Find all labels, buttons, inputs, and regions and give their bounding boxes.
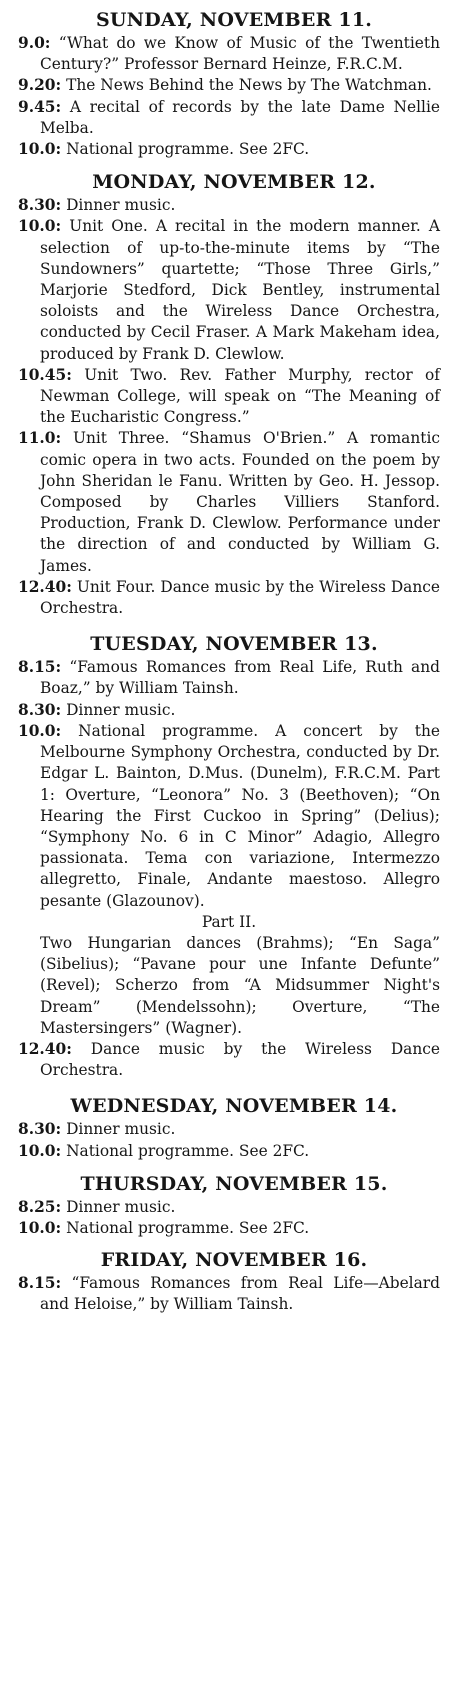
programme-entry bbox=[18, 1119, 440, 1140]
entry-text: National programme. See 2FC. bbox=[66, 1141, 310, 1160]
entry-time: 10.0: bbox=[18, 140, 62, 159]
entry-time: 11.0: bbox=[18, 429, 62, 448]
entry-time: 8.30: bbox=[18, 700, 62, 719]
day-section-thursday bbox=[18, 1172, 440, 1239]
entry-time: 8.15: bbox=[18, 1274, 62, 1293]
entry-text: “Famous Romances from Real Life—Abelard and Heloise,” by William Tainsh. bbox=[40, 1274, 440, 1314]
entry-text: “What do we Know of Music of the Twentieth Century?” Professor Bernard Heinze, F.R.C.M. bbox=[40, 34, 440, 74]
day-section-tuesday bbox=[18, 632, 440, 1081]
entry-text: Unit Two. Rev. Father Murphy, rector of Newman College, will speak on “The Meaning of the Eucharistic Congress.” bbox=[40, 365, 440, 427]
section-spacer bbox=[18, 160, 440, 170]
programme-entry bbox=[18, 700, 440, 721]
day-section-monday bbox=[18, 170, 440, 619]
programme-entry bbox=[18, 139, 440, 160]
programme-entry bbox=[18, 365, 440, 429]
programme-entry bbox=[18, 1141, 440, 1162]
entry-text: A recital of records by the late Dame Nellie Melba. bbox=[40, 97, 440, 137]
programme-entry bbox=[18, 1218, 440, 1239]
section-spacer bbox=[18, 1081, 440, 1094]
entry-text: Unit Three. “Shamus O'Brien.” A romantic comic opera in two acts. Founded on the poem by John Sheridan le Fanu. Written by Geo. H. Jessop. Composed by Charles Villiers Stanford. Production, Frank D. Clewlow. Performance under the direction of and conducted by William G. James. bbox=[40, 429, 440, 575]
entry-text: “Famous Romances from Real Life, Ruth and Boaz,” by William Tainsh. bbox=[40, 658, 440, 698]
entry-time: 8.30: bbox=[18, 196, 62, 215]
programme-entry bbox=[18, 195, 440, 216]
entry-text: Unit Four. Dance music by the Wireless Dance Orchestra. bbox=[40, 577, 440, 618]
entry-text: National programme. A concert by the Melbourne Symphony Orchestra, conducted by Dr. Edgar L. Bainton, D.Mus. (Dunelm), F.R.C.M. Part 1: Overture, “Leonora” No. 3 (Beethoven); “On Hearing the First Cuckoo in Spring” (Delius); “Symphony No. 6 in C Minor” Adagio, Allegro passionata. Tema con variazione, Intermezzo allegretto, Finale, Andante maestoso. Allegro pesante (Glazounov). bbox=[40, 721, 440, 910]
programme-entry bbox=[18, 428, 440, 576]
programme-entry bbox=[18, 97, 440, 139]
section-spacer bbox=[18, 1162, 440, 1172]
programme-entry bbox=[18, 216, 440, 364]
programme-entry bbox=[18, 33, 440, 75]
entry-time: 12.40: bbox=[18, 577, 72, 596]
entry-time: 8.15: bbox=[18, 658, 62, 677]
day-heading: FRIDAY, NOVEMBER 16. bbox=[100, 1249, 368, 1272]
programme-entry bbox=[18, 577, 440, 619]
entry-time: 9.0: bbox=[18, 34, 51, 52]
entry-time: 10.0: bbox=[18, 1218, 62, 1237]
programme-entry bbox=[18, 75, 440, 96]
entry-time: 10.0: bbox=[18, 721, 62, 740]
programme-entry bbox=[18, 1273, 440, 1315]
programme-entry bbox=[18, 1197, 440, 1218]
day-heading: SUNDAY, NOVEMBER 11. bbox=[95, 9, 373, 31]
entry-time: 8.30: bbox=[18, 1120, 62, 1139]
entry-time: 10.0: bbox=[18, 217, 62, 236]
programme-entry bbox=[18, 657, 440, 699]
entry-text: Dinner music. bbox=[66, 1120, 176, 1139]
section-spacer bbox=[18, 1239, 440, 1248]
entry-time: 9.20: bbox=[18, 76, 62, 95]
programme-entry bbox=[18, 1039, 440, 1081]
day-heading: TUESDAY, NOVEMBER 13. bbox=[90, 633, 378, 656]
entry-text: Dinner music. bbox=[66, 196, 176, 215]
part-two-subheading: Part II. bbox=[201, 912, 257, 931]
section-spacer bbox=[18, 619, 440, 632]
entry-text: Dinner music. bbox=[66, 700, 176, 719]
day-heading: WEDNESDAY, NOVEMBER 14. bbox=[70, 1095, 398, 1118]
day-heading: THURSDAY, NOVEMBER 15. bbox=[80, 1172, 388, 1195]
day-section-wednesday bbox=[18, 1094, 440, 1161]
entry-time: 10.0: bbox=[18, 1141, 62, 1160]
day-section-friday bbox=[18, 1248, 440, 1315]
entry-text: Unit One. A recital in the modern manner. A selection of up-to-the-minute items by “The Sundowners” quartette; “Those Three Girls,” Marjorie Stedford, Dick Bentley, instrumental soloists and the Wireless Dance Orchestra, conducted by Cecil Fraser. A Mark Makeham idea, produced by Frank D. Clewlow. bbox=[40, 217, 440, 363]
entry-time: 12.40: bbox=[18, 1039, 72, 1058]
entry-time: 8.25: bbox=[18, 1197, 62, 1216]
entry-text: National programme. See 2FC. bbox=[66, 1218, 310, 1237]
day-heading: MONDAY, NOVEMBER 12. bbox=[92, 171, 376, 194]
entry-time: 10.45: bbox=[18, 365, 72, 384]
entry-time: 9.45: bbox=[18, 97, 62, 116]
part-two-text: Two Hungarian dances (Brahms); “En Saga” (Sibelius); “Pavane pour une Infante Defunte” (Revel); Scherzo from “A Midsummer Night's Dream” (Mendelssohn); Overture, “The Mastersingers” (Wagner). bbox=[40, 933, 440, 1037]
entry-text: The News Behind the News by The Watchman. bbox=[66, 76, 432, 95]
entry-text: Dance music by the Wireless Dance Orchestra. bbox=[40, 1039, 440, 1080]
entry-text: National programme. See 2FC. bbox=[66, 140, 310, 159]
day-section-sunday bbox=[18, 8, 440, 160]
entry-text: Dinner music. bbox=[66, 1197, 176, 1216]
programme-entry bbox=[18, 721, 440, 912]
